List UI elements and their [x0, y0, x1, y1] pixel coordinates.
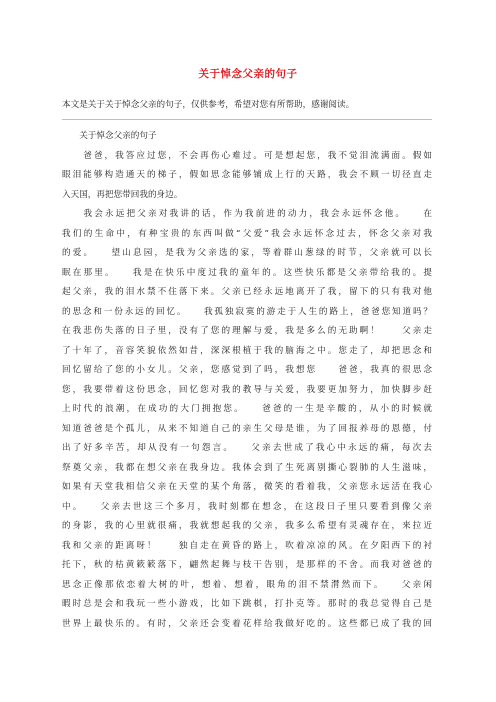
body-line: 在我悲伤失落的日子里，没有了您的理解与爱，我是多么的无助啊！ 父亲走 — [62, 326, 432, 336]
document-intro: 本文是关于关于悼念父亲的句子，仅供参考，希望对您有所帮助，感谢阅读。 — [62, 100, 355, 110]
body-line: 的身影，我的心里就很痛，我就想起我的父亲，我多么希望有灵魂存在，来拉近 — [62, 521, 432, 531]
body-line: 祭奠父亲，我都在想父亲在我身边。我体会到了生死离别撕心裂肺的人生滋味， — [62, 462, 432, 473]
body-line: 您，我要带着这份思念，回忆您对我的教导与关爱，我要更加努力，加快脚步赶 — [62, 384, 432, 395]
body-line: 回忆留给了您的小女儿。父亲，您感觉到了吗，我想您 爸爸，我真的很思念 — [62, 365, 432, 375]
body-line: 世界上最快乐的。有时，父亲还会变着花样给我做好吃的。这些都已成了我的回 — [62, 618, 432, 629]
body-line: 托下，秋的枯黄簌簌落下，翩然起舞与枝干告别，是那样的不舍。而我对爸爸的 — [62, 560, 432, 570]
body-line: 上时代的浪潮，在成功的大门拥抱您。 爸爸的一生是辛酸的，从小的时候就 — [62, 404, 432, 414]
body-line: 中。 父亲去世这三个多月，我时刻都在想念，在这段日子里只要看到像父亲 — [62, 501, 432, 512]
body-line: 关于悼念父亲的句子 — [62, 131, 157, 141]
body-line: 我会永远把父亲对我讲的话，作为我前进的动力，我会永远怀念他。 在 — [62, 209, 432, 219]
body-line: 入天国，再把您带回我的身边。 — [62, 189, 183, 200]
body-line: 暇时总是会和我玩一些小游戏，比如下跳棋，打扑克等。那时的我总觉得自己是 — [62, 599, 432, 609]
body-line: 的思念和一份永远的回忆。 我孤独寂寞的游走于人生的路上，爸爸您知道吗？ — [62, 306, 432, 317]
body-line: 如果有天堂我相信父亲在天堂的某个角落，微笑的看着我，父亲您永远活在我心 — [62, 482, 432, 492]
body-line: 起父亲，我的泪水禁不住落下来。父亲已经永远地离开了我，留下的只有我对他 — [62, 287, 432, 297]
body-line: 我们的生命中，有种宝贵的东西叫做“父爱”我会永远怀念过去，怀念父亲对我 — [62, 228, 432, 239]
body-line: 爸爸，我答应过您，不会再伤心难过。可是想起您，我不觉泪流满面。假如 — [62, 150, 432, 161]
document-body — [62, 127, 432, 634]
body-line: 知道爸爸是个孤儿，从来不知道自己的亲生父母是谁，为了回报养母的恩德，付 — [62, 423, 432, 434]
body-line: 我和父亲的距离呀！ 独自走在黄昏的路上，吹着凉凉的风。在夕阳西下的衬 — [62, 540, 432, 551]
body-line: 了十年了，音容笑貌依然如昔，深深根植于我的脑海之中。您走了，却把思念和 — [62, 345, 432, 356]
body-line: 眠在那里。 我是在快乐中度过我的童年的。这些快乐都是父亲带给我的。提 — [62, 267, 432, 278]
body-line: 的爱。 望山息园，是我为父亲选的家，等着群山葱绿的时节，父亲就可以长 — [62, 248, 432, 258]
body-line: 思念正像那依恋着大树的叶，想着、想着，眼角的泪不禁潸然而下。 父亲闲 — [62, 579, 432, 590]
divider — [62, 119, 432, 120]
body-line: 眼泪能够构造通天的梯子，假如思念能够铺成上行的天路，我会不顾一切径直走 — [62, 170, 432, 180]
document-title: 关于悼念父亲的句子 — [198, 68, 298, 80]
body-line: 出了好多辛苦，却从没有一句怨言。 父亲去世成了我心中永远的痛，每次去 — [62, 443, 432, 453]
